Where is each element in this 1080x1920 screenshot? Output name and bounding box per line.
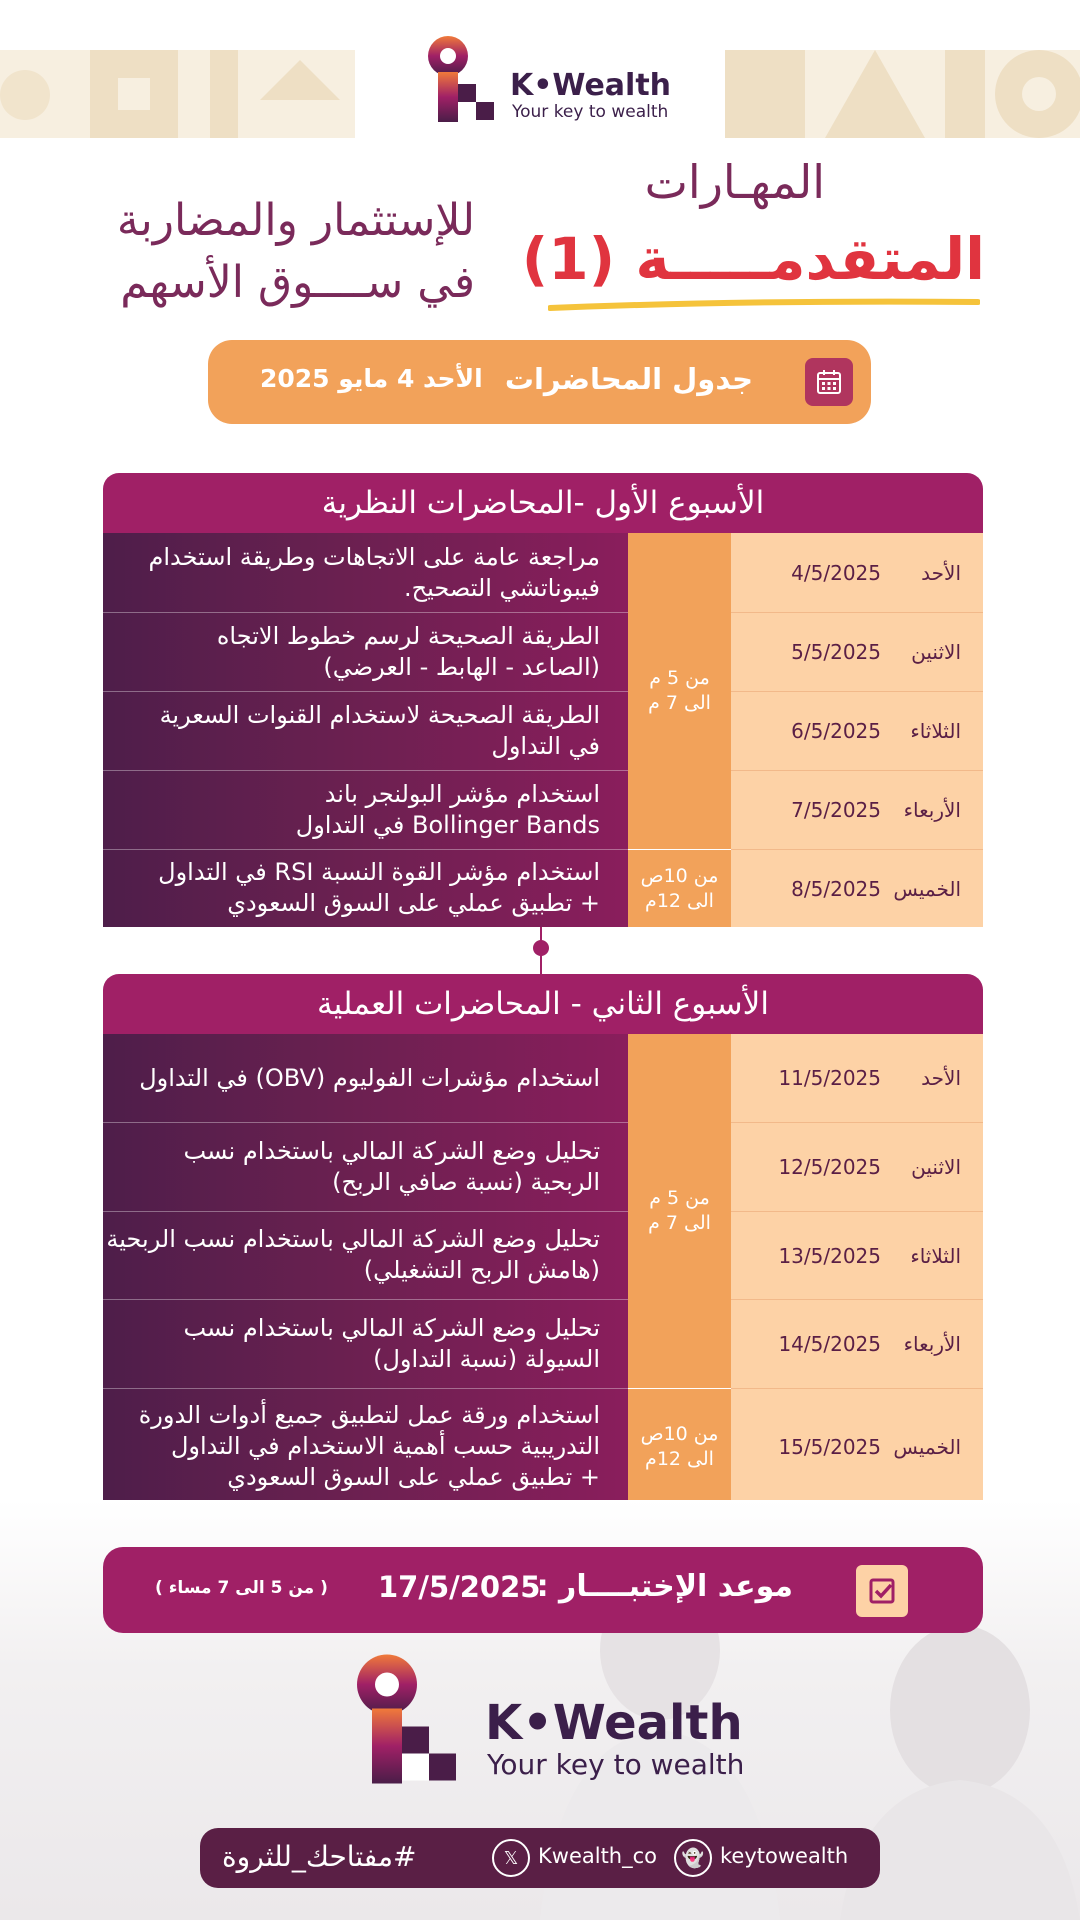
topic-line: استخدام مؤشرات الفوليوم (OBV) في التداول [139, 1063, 600, 1092]
week-1-table [103, 473, 983, 927]
table-row-date [731, 1034, 983, 1122]
table-row-topic [103, 1388, 628, 1504]
time-from: من 10ص [640, 1422, 719, 1445]
exam-banner [103, 1547, 983, 1633]
date-value: 12/5/2025 [778, 1155, 881, 1179]
time-slot-morning [628, 1389, 731, 1504]
day-name: الأحد [921, 560, 961, 585]
row-divider [103, 612, 628, 613]
time-to: الى 12م [645, 1447, 714, 1470]
time-to: الى 7 م [648, 692, 711, 714]
title-subtitle-line-2: في ســــوق الأسهم [120, 257, 475, 308]
table-row-topic [103, 1299, 628, 1388]
topic-line: الطريقة الصحيحة لرسم خطوط الاتجاه [216, 621, 600, 650]
table-row-topic [103, 533, 628, 612]
week-2-title: الأسبوع الثاني - المحاضرات العملية [103, 974, 983, 1034]
time-from: من 10ص [640, 864, 719, 887]
table-row-date [731, 1388, 983, 1504]
time-slot-evening [628, 1034, 731, 1388]
table-row-date [731, 691, 983, 770]
exam-date: 17/5/2025 [378, 1570, 541, 1604]
calendar-icon [805, 358, 853, 406]
title-subtitle [117, 190, 475, 314]
date-value: 14/5/2025 [778, 1332, 881, 1356]
topic-line: + تطبيق عملي على السوق السعودي [227, 1462, 600, 1491]
topic-line: مراجعة عامة على الاتجاهات وطريقة استخدام [148, 542, 600, 571]
hashtag: #مفتاحك_للثروة [222, 1840, 417, 1873]
day-name: الاثنين [911, 1155, 961, 1179]
topic-line: استخدام مؤشر البولنجر باند [324, 779, 600, 808]
brand-tagline: Your key to wealth [487, 1748, 745, 1781]
date-value: 6/5/2025 [791, 719, 881, 743]
day-name: الأحد [921, 1066, 961, 1090]
topic-line: تحليل وضع الشركة المالي باستخدام نسب الربحية [106, 1225, 600, 1253]
time-from: من 5 م [649, 1187, 710, 1209]
table-row-topic [103, 691, 628, 770]
day-name: الخميس [893, 876, 961, 901]
x-icon: 𝕏 [492, 1839, 530, 1877]
time-slot-morning [628, 850, 731, 927]
table-row-date [731, 849, 983, 927]
date-value: 13/5/2025 [778, 1243, 881, 1268]
topic-line: في التداول [491, 731, 600, 760]
day-name: الثلاثاء [910, 719, 961, 743]
table-row-topic [103, 1211, 628, 1299]
table-row-date [731, 1211, 983, 1299]
topic-line: Bollinger Bands في التداول [295, 810, 600, 839]
table-row-date [731, 1299, 983, 1388]
snapchat-icon: 👻 [674, 1839, 712, 1877]
x-handle[interactable]: Kwealth_co [538, 1844, 658, 1868]
day-name: الاثنين [911, 640, 961, 664]
table-row-topic [103, 849, 628, 927]
time-to: الى 12م [645, 889, 714, 912]
table-row-date [731, 1122, 983, 1211]
schedule-banner [208, 340, 871, 424]
brand-tagline: Your key to wealth [512, 102, 669, 122]
topic-line: السيولة (نسبة التداول) [373, 1344, 600, 1373]
row-divider [103, 849, 628, 850]
title-line-2: المتقدمـــــة (1) [521, 225, 985, 293]
table-row-topic [103, 612, 628, 691]
key-logo-icon [420, 32, 500, 124]
table-row-topic [103, 1122, 628, 1211]
time-slot-evening [628, 533, 731, 849]
exam-label: موعد الإختبــــار : [536, 1569, 793, 1604]
row-divider [103, 691, 628, 692]
exam-time: ( من 5 الى 7 مساء ) [155, 1578, 328, 1598]
topic-line: (الصاعد - الهابط - العرضي) [323, 652, 600, 681]
brand-logo-bottom [345, 1645, 745, 1795]
time-from: من 5 م [649, 667, 710, 689]
day-name: الأربعاء [903, 1332, 961, 1356]
title-subtitle-line-1: للإستثمار والمضاربة [116, 195, 475, 246]
topic-line: فيبوناتشي التصحيح. [404, 573, 600, 602]
date-value: 15/5/2025 [778, 1434, 881, 1459]
schedule-label: جدول المحاضرات [504, 362, 753, 396]
topic-line: استخدام مؤشر القوة النسبة RSI في التداول [158, 858, 600, 886]
table-row-date [731, 770, 983, 849]
topic-line: الربحية (نسبة صافي الربح) [332, 1167, 600, 1196]
week-2-table [103, 974, 983, 1504]
day-name: الخميس [893, 1434, 961, 1459]
table-row-topic [103, 770, 628, 849]
social-bar [200, 1828, 880, 1888]
snapchat-handle[interactable]: keytowealth [720, 1844, 849, 1868]
date-value: 7/5/2025 [791, 798, 881, 822]
row-divider [103, 1388, 628, 1389]
week-1-title: الأسبوع الأول -المحاضرات النظرية [103, 473, 983, 533]
topic-line: التدريبية حسب أهمية الاستخدام في التداول [170, 1431, 600, 1460]
title-underline-decoration [548, 298, 980, 312]
brand-name: K•Wealth [485, 1695, 743, 1751]
week-connector-dot [533, 940, 549, 956]
topic-line: الطريقة الصحيحة لاستخدام القنوات السعرية [159, 700, 600, 729]
table-row-topic [103, 1034, 628, 1122]
date-value: 4/5/2025 [791, 560, 881, 585]
row-divider [103, 1211, 628, 1212]
topic-line: تحليل وضع الشركة المالي باستخدام نسب [183, 1313, 600, 1342]
date-value: 11/5/2025 [778, 1066, 881, 1090]
schedule-start-date: الأحد 4 مايو 2025 [260, 364, 483, 393]
topic-line: تحليل وضع الشركة المالي باستخدام نسب [183, 1136, 600, 1165]
decorative-pattern-right [725, 50, 1080, 138]
decorative-pattern-left [0, 50, 355, 138]
day-name: الأربعاء [903, 798, 961, 822]
title-line-1: المهـارات [644, 155, 825, 209]
date-value: 5/5/2025 [791, 640, 881, 664]
time-to: الى 7 م [648, 1212, 711, 1234]
topic-line: (هامش الربح التشغيلي) [363, 1256, 600, 1284]
topic-line: استخدام ورقة عمل لتطبيق جميع أدوات الدورة [138, 1400, 600, 1429]
key-logo-icon [345, 1645, 465, 1790]
row-divider [103, 770, 628, 771]
row-divider [103, 1299, 628, 1300]
day-name: الثلاثاء [910, 1243, 961, 1268]
table-row-date [731, 533, 983, 612]
table-row-date [731, 612, 983, 691]
date-value: 8/5/2025 [791, 876, 881, 901]
brand-name: K•Wealth [510, 68, 672, 103]
checkbox-icon [856, 1565, 908, 1617]
brand-logo-top [420, 32, 680, 127]
row-divider [103, 1122, 628, 1123]
topic-line: + تطبيق عملي على السوق السعودي [227, 889, 600, 917]
